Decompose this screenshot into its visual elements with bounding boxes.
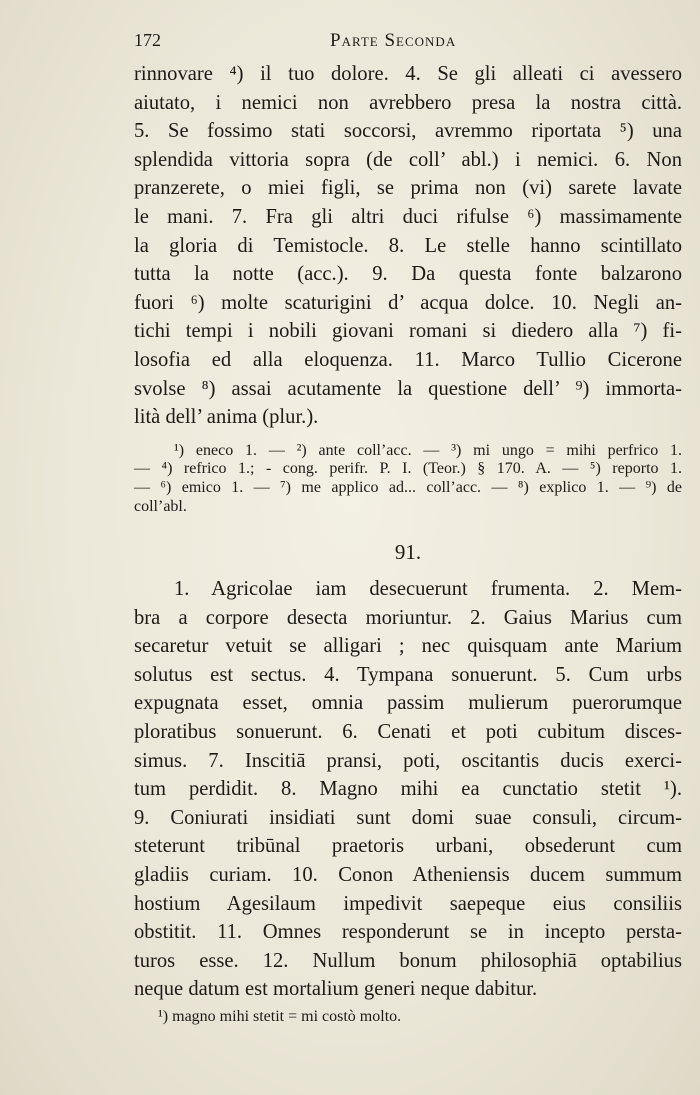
text-line: tutta la notte (acc.). 9. Da questa fonte balzarono bbox=[134, 263, 682, 286]
text-line: tum perdidit. 8. Magno mihi ea cunctatio stetit ¹). bbox=[134, 778, 682, 801]
text-line: pranzerete, o miei figli, se prima non (vi) sarete lavate bbox=[134, 177, 682, 200]
text-line: le mani. 7. Fra gli altri duci rifulse ⁶) massimamente bbox=[134, 205, 682, 228]
text-line: hostium Agesilaum impedivit saepeque eius consiliis bbox=[134, 892, 682, 915]
text-line: rinnovare ⁴) il tuo dolore. 4. Se gli alleati ci avessero bbox=[134, 63, 682, 85]
text-line: splendida vittoria sopra (de coll’ abl.) i nemici. 6. Non bbox=[134, 148, 682, 171]
page-number: 172 bbox=[134, 30, 161, 50]
footnote-line: — ⁴) refrico 1.; - cong. perifr. P. I. (Teor.) § 170. A. — ⁵) reporto 1. bbox=[134, 460, 682, 478]
text-line: la gloria di Temistocle. 8. Le stelle hanno scintillato bbox=[134, 234, 682, 257]
text-line: lità dell’ anima (plur.). bbox=[134, 406, 319, 429]
text-line: fuori ⁶) molte scaturigini d’ acqua dolce. 10. Negli an- bbox=[134, 291, 682, 314]
text-line: ploratibus sonuerunt. 6. Cenati et poti cubitum disces- bbox=[134, 721, 682, 744]
text-line: gladiis curiam. 10. Conon Atheniensis ducem summum bbox=[134, 864, 682, 887]
text-line: 5. Se fossimo stati soccorsi, avremmo riportata ⁵) una bbox=[134, 120, 682, 143]
text-line: 9. Coniurati insidiati sunt domi suae consuli, circum- bbox=[134, 806, 682, 829]
exercise-text-italian bbox=[134, 60, 682, 432]
text-line: turos esse. 12. Nullum bonum philosophiā optabilius bbox=[134, 949, 682, 972]
footnote-line: ¹) eneco 1. — ²) ante coll’acc. — ³) mi ungo = mihi perfrico 1. bbox=[174, 441, 682, 459]
footnotes bbox=[134, 442, 682, 516]
text-line: tichi tempi i nobili giovani romani si diedero alla ⁷) fi- bbox=[134, 320, 682, 343]
text-line: bra a corpore desecta moriuntur. 2. Gaius Marius cum bbox=[134, 606, 682, 629]
footnote-line: — ⁶) emico 1. — ⁷) me applico ad... coll’acc. — ⁸) explico 1. — ⁹) de bbox=[134, 478, 682, 496]
text-line: secaretur vetuit se alligari ; nec quisquam ante Marium bbox=[134, 635, 682, 658]
text-line: obstitit. 11. Omnes responderunt se in incepto persta- bbox=[134, 921, 682, 944]
page-header bbox=[134, 30, 682, 60]
footnote-line: coll’abl. bbox=[134, 497, 187, 515]
text-line: neque datum est mortalium generi neque dabitur. bbox=[134, 978, 538, 1001]
exercise-number: 91. bbox=[394, 540, 422, 565]
text-line: svolse ⁸) assai acutamente la questione dell’ ⁹) immorta- bbox=[134, 377, 682, 400]
text-line: expugnata esset, omnia passim mulierum puerorumque bbox=[134, 692, 682, 715]
footnote: ¹) magno mihi stetit = mi costò molto. bbox=[158, 1008, 402, 1025]
exercise-text-latin bbox=[134, 575, 682, 1004]
text-line: 1. Agricolae iam desecuerunt frumenta. 2. Mem- bbox=[174, 578, 682, 601]
text-line: steterunt tribūnal praetoris urbani, obsederunt cum bbox=[134, 835, 682, 858]
text-line: losofia ed alla eloquenza. 11. Marco Tullio Cicerone bbox=[134, 348, 682, 371]
text-line: aiutato, i nemici non avrebbero presa la nostra città. bbox=[134, 91, 682, 114]
running-title: Parte Seconda bbox=[330, 30, 457, 51]
text-line: simus. 7. Inscitiā pransi, poti, oscitantis ducis exerci- bbox=[134, 749, 682, 772]
text-line: solutus est sectus. 4. Tympana sonuerunt. 5. Cum urbs bbox=[134, 663, 682, 686]
